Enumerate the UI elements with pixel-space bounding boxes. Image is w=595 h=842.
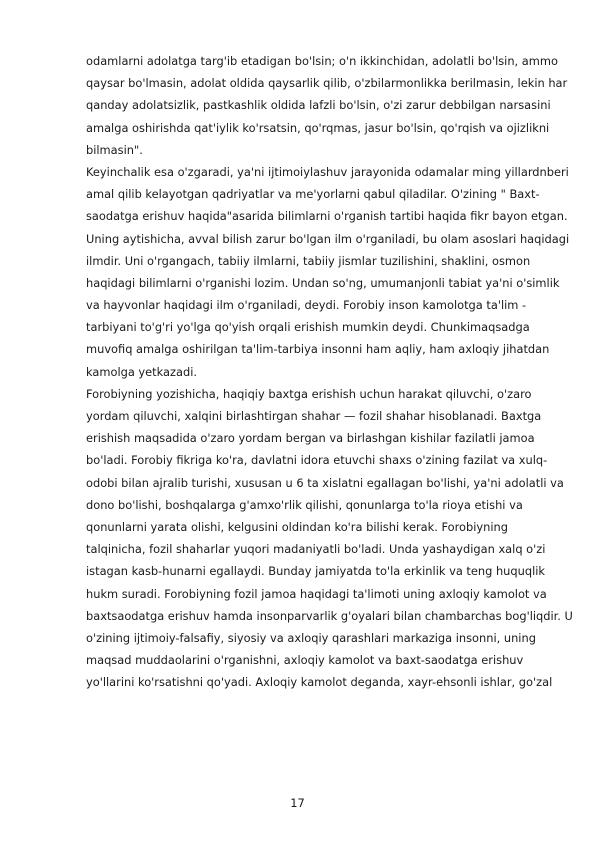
text-line: qaysar bo'lmasin, adolat oldida qaysarlik qilib, o'zbilarmonlikka berilmasin, lekin har: [86, 76, 568, 91]
text-line: haqidagi bilimlarni o'rganishi lozim. Undan so'ng, umumanjonli tabiat ya'ni o'simlik: [86, 275, 560, 290]
text-line: bo'ladi. Forobiy fikriga ko'ra, davlatni idora etuvchi shaxs o'zining fazilat va xulq-: [86, 453, 548, 468]
text-line: ilmdir. Uni o'rgangach, tabiiy ilmlarni, tabiiy jismlar tuzilishini, shaklini, osmon: [86, 253, 531, 268]
text-line: amalga oshirishda qat'iylik ko'rsatsin, qo'rqmas, jasur bo'lsin, qo'rqish va ojizlikni: [86, 120, 550, 135]
text-line: erishish maqsadida o'zaro yordam bergan va birlashgan kishilar fazilatli jamoa: [86, 431, 535, 446]
text-line: odobi bilan ajralib turishi, xususan u 6 ta xislatni egallagan bo'lishi, ya'ni adolatli va: [86, 475, 564, 490]
text-line: amal qilib kelayotgan qadriyatlar va me'yorlarni qabul qiladilar. O'zining " Baxt-: [86, 187, 540, 202]
text-line: Keyinchalik esa o'zgaradi, ya'ni ijtimoiylashuv jarayonida odamalar ming yillardnberi: [86, 164, 569, 179]
text-line: baxtsaodatga erishuv hamda insonparvarlik g'oyalari bilan chambarchas bog'liqdir. U: [86, 608, 573, 623]
text-line: hukm suradi. Forobiyning fozil jamoa haqidagi ta'limoti uning axloqiy kamolot va: [86, 586, 547, 601]
text-line: tarbiyani to'g'ri yo'lga qo'yish orqali erishish mumkin deydi. Chunkimaqsadga: [86, 320, 530, 335]
text-line: o'zining ijtimoiy-falsafiy, siyosiy va axloqiy qarashlari markaziga insonni, uning: [86, 630, 536, 645]
body-text: [86, 50, 581, 693]
text-line: muvofiq amalga oshirilgan ta'lim-tarbiya insonni ham aqliy, ham axloqiy jihatdan: [86, 342, 550, 357]
text-line: bilmasin".: [86, 142, 143, 157]
text-line: Uning aytishicha, avval bilish zarur bo'lgan ilm o'rganiladi, bu olam asoslari haqidagi: [86, 231, 570, 246]
text-line: maqsad muddaolarini o'rganishni, axloqiy kamolot va baxt-saodatga erishuv: [86, 653, 524, 668]
text-line: qonunlarni yarata olishi, kelgusini oldindan ko'ra bilishi kerak. Forobiyning: [86, 519, 508, 534]
text-line: kamolga yetkazadi.: [86, 364, 198, 379]
text-line: talqinicha, fozil shaharlar yuqori madaniyatli bo'ladi. Unda yashaydigan xalq o'zi: [86, 542, 546, 557]
text-line: yordam qiluvchi, xalqini birlashtirgan shahar — fozil shahar hisoblanadi. Baxtga: [86, 409, 542, 423]
text-line: va hayvonlar haqidagi ilm o'rganiladi, deydi. Forobiy inson kamolotga ta'lim -: [86, 298, 527, 313]
page-number: 17: [290, 796, 305, 810]
text-line: dono bo'lishi, boshqalarga g'amxo'rlik qilishi, qonunlarga to'la rioya etishi va: [86, 497, 523, 512]
text-line: yo'llarini ko'rsatishni qo'yadi. Axloqiy kamolot deganda, xayr-ehsonli ishlar, go'zal: [86, 675, 553, 690]
text-line: saodatga erishuv haqida"asarida bilimlarni o'rganish tartibi haqida fikr bayon etgan.: [86, 209, 568, 224]
text-line: odamlarni adolatga targ'ib etadigan bo'lsin; o'n ikkinchidan, adolatli bo'lsin, ammo: [86, 54, 558, 68]
text-line: qanday adolatsizlik, pastkashlik oldida lafzli bo'lsin, o'zi zarur debbilgan narsasini: [86, 98, 551, 113]
text-line: Forobiyning yozishicha, haqiqiy baxtga erishish uchun harakat qiluvchi, o'zaro: [86, 386, 532, 401]
text-line: istagan kasb-hunarni egallaydi. Bunday jamiyatda to'la erkinlik va teng huquqlik: [86, 564, 546, 579]
